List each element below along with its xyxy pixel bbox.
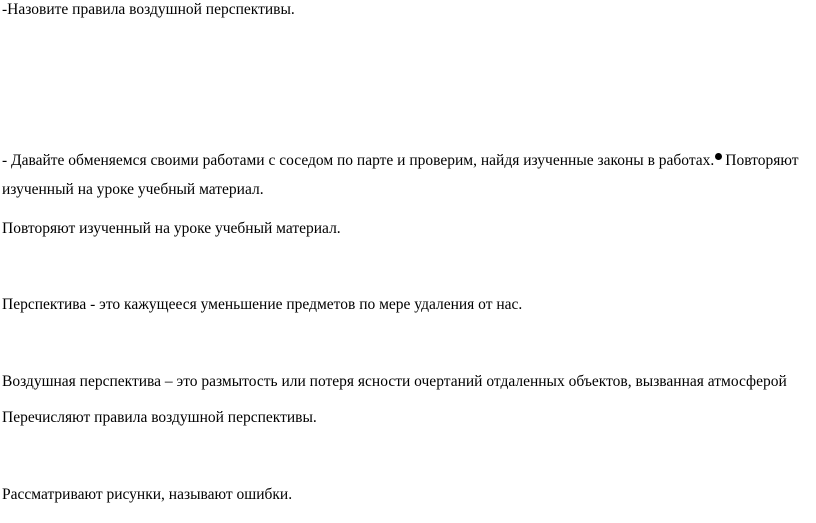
definition-aerial-perspective: Воздушная перспектива – это размытость или потеря ясности очертаний отдаленных объектов, вызванная атмосферой (2, 373, 787, 390)
response-text-drawings: Рассматривают рисунки, называют ошибки. (2, 486, 293, 503)
bullet-icon (715, 153, 722, 160)
response-text-repeat: Повторяют изученный на уроке учебный материал. (2, 220, 341, 237)
instruction-text-continued: изученный на уроке учебный материал. (2, 181, 264, 198)
instruction-text-tail: Повторяют (725, 152, 799, 169)
question-text: -Назовите правила воздушной перспективы. (2, 1, 295, 18)
instruction-text (2, 151, 799, 171)
response-text-rules: Перечисляют правила воздушной перспективы. (2, 409, 317, 426)
instruction-text-main: - Давайте обменяемся своими работами с соседом по парте и проверим, найдя изученные законы в работах. (2, 152, 715, 169)
definition-perspective: Перспектива - это кажущееся уменьшение предметов по мере удаления от нас. (2, 296, 523, 313)
